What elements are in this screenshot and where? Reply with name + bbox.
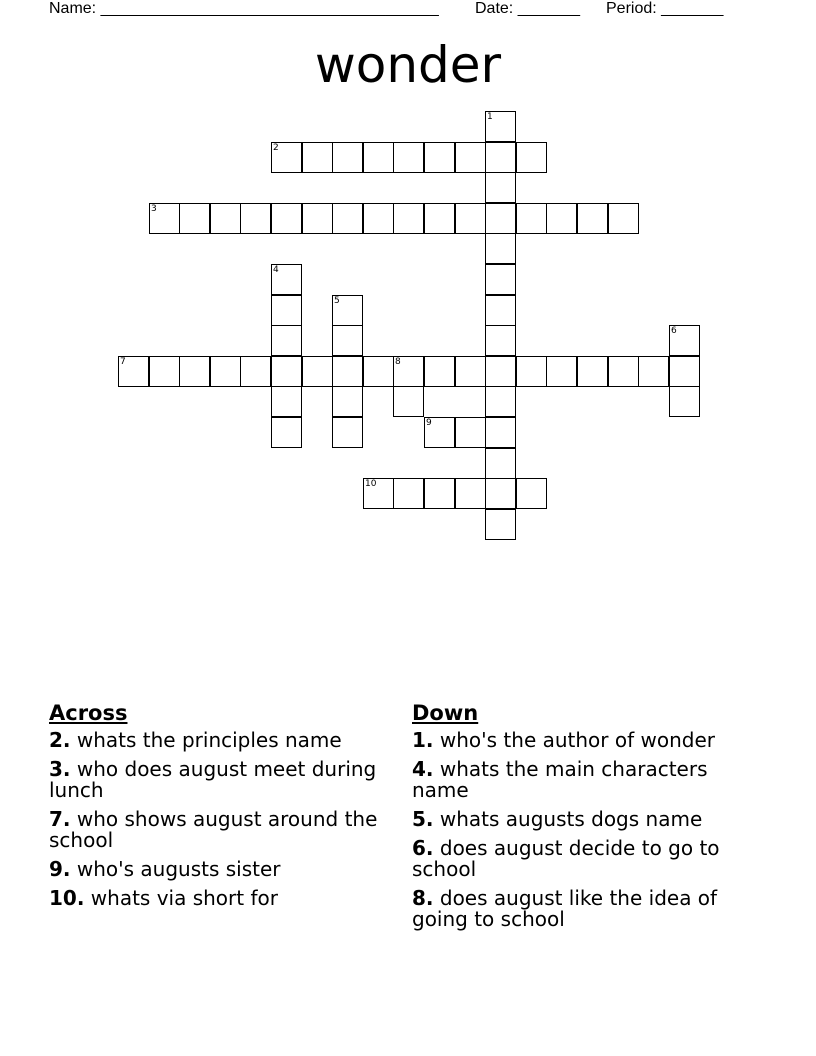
crossword-cell[interactable] <box>332 386 363 417</box>
across-heading: Across <box>49 701 128 725</box>
clue-text: whats the main characters name <box>412 757 708 802</box>
crossword-cell[interactable] <box>608 356 639 387</box>
clue-number: 7. <box>49 807 71 831</box>
cell-number: 2 <box>273 143 279 153</box>
crossword-cell[interactable] <box>393 386 424 417</box>
cell-number: 6 <box>671 326 677 336</box>
across-clues <box>49 700 389 917</box>
clue-text: who's the author of wonder <box>439 728 715 752</box>
name-field[interactable]: Name: ______________________________________ <box>49 0 439 17</box>
clue-text: whats augusts dogs name <box>439 807 703 831</box>
clue-text: does august decide to go to school <box>412 836 720 881</box>
crossword-cell[interactable] <box>210 203 241 234</box>
crossword-cell[interactable] <box>485 509 516 540</box>
crossword-cell[interactable] <box>424 356 455 387</box>
crossword-cell[interactable] <box>485 264 516 295</box>
crossword-cell[interactable] <box>546 203 577 234</box>
cell-number: 5 <box>334 296 340 306</box>
crossword-cell[interactable] <box>424 142 455 173</box>
clue-across-10 <box>49 888 389 909</box>
clue-number: 4. <box>412 757 434 781</box>
crossword-cell[interactable] <box>179 356 210 387</box>
crossword-cell[interactable] <box>271 295 302 326</box>
cell-number: 8 <box>395 357 401 367</box>
clue-down-6 <box>412 838 752 880</box>
clue-text: who shows august around the school <box>49 807 378 852</box>
crossword-cell[interactable] <box>363 142 394 173</box>
crossword-cell[interactable] <box>485 203 516 234</box>
crossword-cell[interactable] <box>485 295 516 326</box>
crossword-cell[interactable] <box>332 356 363 387</box>
clue-number: 8. <box>412 886 434 910</box>
crossword-cell[interactable] <box>638 356 669 387</box>
cell-number: 9 <box>426 418 432 428</box>
crossword-cell[interactable] <box>669 325 700 356</box>
clue-across-2 <box>49 730 389 751</box>
crossword-cell[interactable] <box>363 356 394 387</box>
crossword-cell[interactable] <box>302 142 333 173</box>
crossword-cell[interactable] <box>577 203 608 234</box>
cell-number: 4 <box>273 265 279 275</box>
crossword-cell[interactable] <box>455 478 486 509</box>
crossword-cell[interactable] <box>363 203 394 234</box>
crossword-cell[interactable] <box>302 203 333 234</box>
crossword-cell[interactable] <box>393 142 424 173</box>
crossword-cell[interactable] <box>455 142 486 173</box>
crossword-cell[interactable] <box>485 478 516 509</box>
crossword-cell[interactable] <box>485 417 516 448</box>
crossword-cell[interactable] <box>485 325 516 356</box>
crossword-cell[interactable] <box>240 356 271 387</box>
clue-number: 2. <box>49 728 71 752</box>
crossword-cell[interactable] <box>271 417 302 448</box>
clue-text: who does august meet during lunch <box>49 757 377 802</box>
clue-text: does august like the idea of going to school <box>412 886 718 931</box>
crossword-cell[interactable] <box>577 356 608 387</box>
clue-down-1 <box>412 730 752 751</box>
crossword-cell[interactable] <box>240 203 271 234</box>
crossword-cell[interactable] <box>485 386 516 417</box>
crossword-cell[interactable] <box>179 203 210 234</box>
period-field[interactable]: Period: _______ <box>606 0 724 17</box>
clue-down-8 <box>412 888 752 930</box>
crossword-cell[interactable] <box>363 478 394 509</box>
down-heading: Down <box>412 701 479 725</box>
cell-number: 10 <box>365 479 377 489</box>
crossword-cell[interactable] <box>393 203 424 234</box>
clue-text: who's augusts sister <box>76 857 281 881</box>
clue-number: 9. <box>49 857 71 881</box>
cell-number: 3 <box>151 204 157 214</box>
crossword-cell[interactable] <box>455 417 486 448</box>
crossword-cell[interactable] <box>302 356 333 387</box>
crossword-cell[interactable] <box>485 142 516 173</box>
crossword-cell[interactable] <box>271 356 302 387</box>
cell-number: 1 <box>487 112 493 122</box>
crossword-cell[interactable] <box>455 203 486 234</box>
crossword-cell[interactable] <box>271 325 302 356</box>
crossword-cell[interactable] <box>271 386 302 417</box>
crossword-cell[interactable] <box>516 356 547 387</box>
crossword-cell[interactable] <box>332 295 363 326</box>
cell-number: 7 <box>120 357 126 367</box>
crossword-cell[interactable] <box>332 203 363 234</box>
clue-number: 1. <box>412 728 434 752</box>
crossword-cell[interactable] <box>485 233 516 264</box>
crossword-cell[interactable] <box>516 142 547 173</box>
clue-across-9 <box>49 859 389 880</box>
down-clues <box>412 700 752 938</box>
clue-number: 3. <box>49 757 71 781</box>
crossword-cell[interactable] <box>149 356 180 387</box>
crossword-cell[interactable] <box>271 203 302 234</box>
clue-down-4 <box>412 759 752 801</box>
crossword-cell[interactable] <box>516 203 547 234</box>
clue-across-3 <box>49 759 389 801</box>
clue-number: 6. <box>412 836 434 860</box>
crossword-cell[interactable] <box>118 356 149 387</box>
crossword-cell[interactable] <box>424 203 455 234</box>
crossword-cell[interactable] <box>455 356 486 387</box>
clue-number: 10. <box>49 886 85 910</box>
crossword-cell[interactable] <box>485 172 516 203</box>
crossword-cell[interactable] <box>669 386 700 417</box>
crossword-cell[interactable] <box>424 417 455 448</box>
crossword-cell[interactable] <box>546 356 577 387</box>
clue-text: whats the principles name <box>76 728 342 752</box>
crossword-cell[interactable] <box>271 264 302 295</box>
page-title: wonder <box>314 36 502 94</box>
crossword-cell[interactable] <box>271 142 302 173</box>
crossword-cell[interactable] <box>608 203 639 234</box>
date-field[interactable]: Date: _______ <box>475 0 580 17</box>
crossword-cell[interactable] <box>149 203 180 234</box>
crossword-cell[interactable] <box>332 417 363 448</box>
crossword-cell[interactable] <box>424 478 455 509</box>
crossword-cell[interactable] <box>393 478 424 509</box>
crossword-cell[interactable] <box>485 448 516 479</box>
crossword-cell[interactable] <box>485 356 516 387</box>
crossword-cell[interactable] <box>485 111 516 142</box>
crossword-cell[interactable] <box>332 142 363 173</box>
crossword-cell[interactable] <box>332 325 363 356</box>
clue-number: 5. <box>412 807 434 831</box>
crossword-cell[interactable] <box>393 356 424 387</box>
clue-text: whats via short for <box>90 886 278 910</box>
clue-across-7 <box>49 809 389 851</box>
clue-down-5 <box>412 809 752 830</box>
crossword-cell[interactable] <box>669 356 700 387</box>
crossword-cell[interactable] <box>516 478 547 509</box>
crossword-cell[interactable] <box>210 356 241 387</box>
